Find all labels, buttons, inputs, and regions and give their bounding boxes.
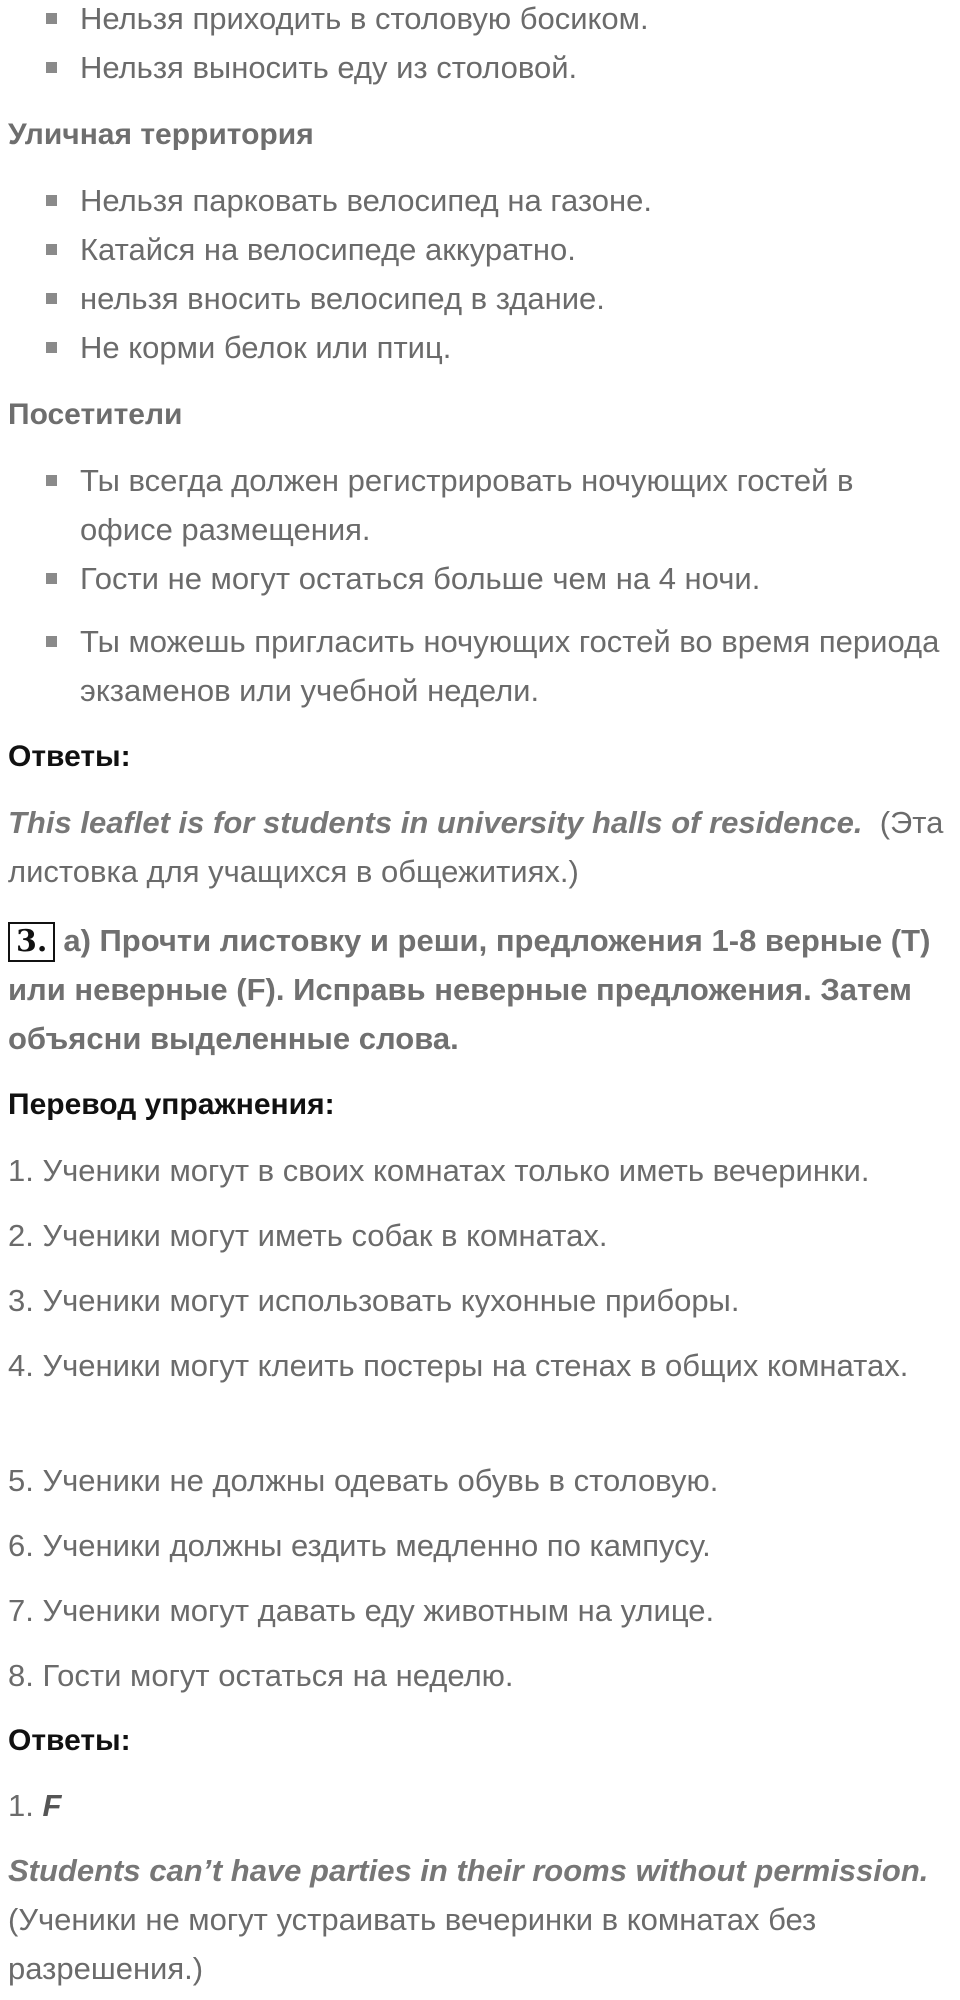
- translation-item-4: 4. Ученики могут клеить постеры на стенах в общих комнатах.: [8, 1348, 909, 1383]
- list-item: нельзя вносить велосипед в здание.: [46, 274, 950, 323]
- translation-item-5: 5. Ученики не должны одевать обувь в столовую.: [8, 1463, 719, 1498]
- list-item: Нельзя выносить еду из столовой.: [46, 43, 950, 92]
- answers-heading-2: Ответы:: [8, 1724, 131, 1757]
- translation-item-1: 1. Ученики могут в своих комнатах только иметь вечеринки.: [8, 1153, 870, 1188]
- translation-heading: Перевод упражнения:: [8, 1088, 335, 1121]
- list-item: Ты можешь пригласить ночующих гостей во время периода экзаменов или учебной недели.: [46, 617, 950, 715]
- answer-english: Students can’t have parties in their rooms without permission.: [8, 1853, 929, 1888]
- translation-item-8: 8. Гости могут остаться на неделю.: [8, 1658, 514, 1693]
- list-item: Нельзя парковать велосипед на газоне.: [46, 176, 950, 225]
- answer-english: This leaflet is for students in university halls of residence.: [8, 805, 863, 840]
- answer-translation: (Эта листовка для учащихся в общежитиях.): [8, 805, 944, 889]
- list-item: Нельзя приходить в столовую босиком.: [46, 0, 950, 43]
- translation-item-2: 2. Ученики могут иметь собак в комнатах.: [8, 1218, 608, 1253]
- translation-item-7: 7. Ученики могут давать еду животным на улице.: [8, 1593, 715, 1628]
- list-item: Катайся на велосипеде аккуратно.: [46, 225, 950, 274]
- exercise-3: [8, 916, 954, 1063]
- answer-number: 1.: [8, 1788, 34, 1823]
- exercise-number-box: 3.: [8, 922, 55, 962]
- answer-translation: (Ученики не могут устраивать вечеринки в комнатах без разрешения.): [8, 1902, 817, 1986]
- visitors-rules-list: [46, 456, 950, 715]
- answer-1: [8, 1781, 954, 1830]
- outdoor-rules-list: [46, 176, 950, 372]
- answer-1-explanation: [8, 1846, 954, 1993]
- answer-paragraph: [8, 798, 954, 896]
- section-heading-outdoor: Уличная территория: [8, 118, 314, 151]
- list-item: Ты всегда должен регистрировать ночующих гостей в офисе размещения.: [46, 456, 950, 554]
- answers-heading: Ответы:: [8, 740, 131, 773]
- list-item: Не корми белок или птиц.: [46, 323, 950, 372]
- translation-item-3: 3. Ученики могут использовать кухонные приборы.: [8, 1283, 740, 1318]
- section-heading-visitors: Посетители: [8, 398, 183, 431]
- translation-item-6: 6. Ученики должны ездить медленно по кампусу.: [8, 1528, 711, 1563]
- exercise-instructions: a) Прочти листовку и реши, предложения 1-8 верные (T) или неверные (F). Исправь неверные предложения. Затем объясни выделенные слова.: [8, 923, 931, 1056]
- canteen-rules-list: [46, 0, 950, 92]
- answer-value: F: [42, 1788, 62, 1823]
- list-item: Гости не могут остаться больше чем на 4 ночи.: [46, 554, 950, 603]
